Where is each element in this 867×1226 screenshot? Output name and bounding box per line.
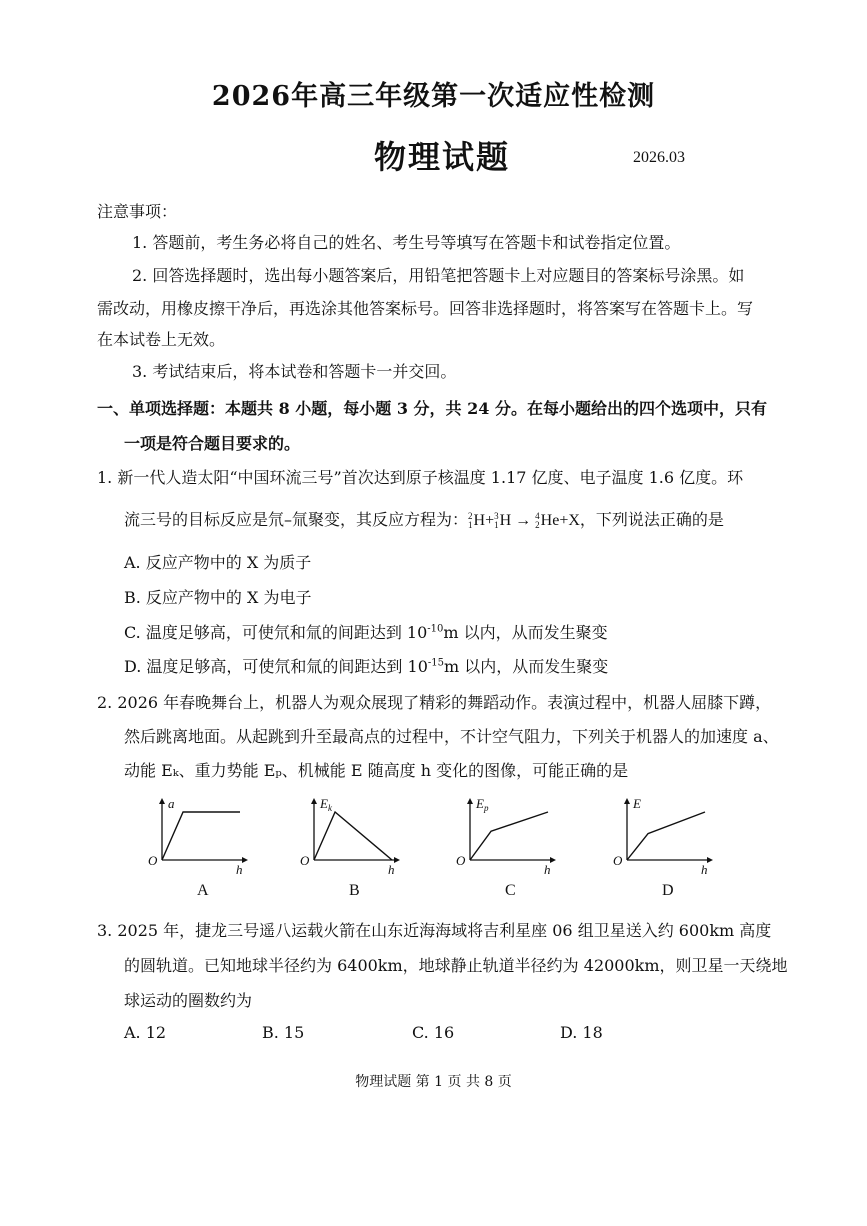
- iso-label: 4 2: [535, 511, 540, 531]
- iso-label: 3 1: [494, 511, 499, 531]
- section-heading-line-1: 一、单项选择题：本题共 8 小题，每小题 3 分，共 24 分。在每小题给出的四个选项中，只有: [97, 399, 767, 418]
- x-axis-arrow: [242, 857, 248, 863]
- subject-title: 物理试题: [374, 138, 511, 176]
- q2-stem-line-1: 2. 2026 年春晚舞台上，机器人为观众展现了精彩的舞蹈动作。表演过程中，机器人屈膝下蹲，: [97, 693, 772, 712]
- origin-label: O: [300, 853, 310, 868]
- notice-item-3: 3. 考试结束后，将本试卷和答题卡一并交回。: [132, 362, 457, 381]
- graph-option-b: [292, 792, 407, 902]
- origin-label: O: [613, 853, 623, 868]
- notice-item-1: 1. 答题前，考生务必将自己的姓名、考生号等填写在答题卡和试卷指定位置。: [132, 233, 681, 252]
- graph-svg: [140, 792, 255, 884]
- graph-option-letter: B: [349, 882, 360, 899]
- x-axis-label: h: [544, 862, 551, 877]
- q1-stem-prefix: 流三号的目标反应是氘–氚聚变，其反应方程为：: [124, 510, 469, 529]
- y-axis-label: $E_k$: [320, 796, 332, 813]
- graph-curve: [470, 812, 548, 860]
- section-heading-line-2: 一项是符合题目要求的。: [124, 434, 301, 453]
- notice-item-2-line-1: 2. 回答选择题时，选出每小题答案后，用铅笔把答题卡上对应题目的答案标号涂黑。如: [132, 266, 745, 285]
- graph-option-a: [140, 792, 255, 902]
- notice-item-2-line-3: 在本试卷上无效。: [97, 330, 226, 349]
- x-axis-label: h: [701, 862, 708, 877]
- fusion-equation: 2 1 H+ 3 1 H → 4 2 He+X: [468, 511, 580, 531]
- x-axis-label: h: [388, 862, 395, 877]
- q1-option-a: A. 反应产物中的 X 为质子: [124, 553, 312, 572]
- x-axis-arrow: [707, 857, 713, 863]
- x-axis-arrow: [550, 857, 556, 863]
- y-axis-arrow: [311, 798, 317, 804]
- y-axis-label: $E_p$: [476, 796, 489, 813]
- q2-stem-line-3: 动能 Eₖ、重力势能 Eₚ、机械能 E 随高度 h 变化的图像，可能正确的是: [124, 761, 629, 780]
- q1-stem-suffix: ，下列说法正确的是: [579, 510, 724, 529]
- notice-heading: 注意事项：: [97, 202, 178, 221]
- x-axis-label: h: [236, 862, 243, 877]
- y-axis-arrow: [467, 798, 473, 804]
- graph-curve: [314, 812, 392, 860]
- q3-option-c: C. 16: [412, 1023, 455, 1042]
- q1-stem-line-1: 1. 新一代人造太阳“中国环流三号”首次达到原子核温度 1.17 亿度、电子温度 1.6 亿度。环: [97, 468, 744, 487]
- exam-date: 2026.03: [633, 149, 685, 166]
- graph-svg: [448, 792, 563, 884]
- notice-item-2-line-2: 需改动，用橡皮擦干净后，再选涂其他答案标号。回答非选择题时，将答案写在答题卡上。写: [97, 299, 754, 318]
- q3-stem-line-1: 3. 2025 年，捷龙三号遥八运载火箭在山东近海海域将吉利星座 06 组卫星送入约 600km 高度: [97, 921, 772, 940]
- y-axis-arrow: [159, 798, 165, 804]
- q2-stem-line-2: 然后跳离地面。从起跳到升至最高点的过程中，不计空气阻力，下列关于机器人的加速度 a、: [124, 727, 779, 746]
- q1-stem-line-2: [124, 507, 724, 530]
- graph-curve: [162, 812, 240, 860]
- q3-stem-line-2: 的圆轨道。已知地球半径约为 6400km，地球静止轨道半径约为 42000km，则卫星一天绕地: [124, 956, 788, 975]
- y-axis-label: a: [168, 796, 175, 811]
- graph-option-c: [448, 792, 563, 902]
- exam-title: 2026年高三年级第一次适应性检测: [211, 81, 656, 112]
- graph-option-letter: D: [662, 882, 674, 899]
- graph-svg: [292, 792, 407, 884]
- q1-option-d: D. 温度足够高，可使氘和氚的间距达到 $10^{-15}m$ 以内，从而发生聚变: [124, 657, 609, 676]
- x-axis-arrow: [394, 857, 400, 863]
- graph-option-letter: A: [197, 882, 209, 899]
- q3-option-d: D. 18: [560, 1023, 603, 1042]
- graph-option-d: [605, 792, 720, 902]
- graph-option-letter: C: [505, 882, 516, 899]
- origin-label: O: [456, 853, 466, 868]
- iso-label: 2 1: [468, 511, 473, 531]
- q3-option-a: A. 12: [124, 1023, 167, 1042]
- graph-svg: [605, 792, 720, 884]
- q1-option-b: B. 反应产物中的 X 为电子: [124, 588, 312, 607]
- y-axis-arrow: [624, 798, 630, 804]
- q3-stem-line-3: 球运动的圈数约为: [124, 991, 253, 1010]
- graph-curve: [627, 812, 705, 860]
- y-axis-label: E: [633, 796, 641, 811]
- origin-label: O: [148, 853, 158, 868]
- q1-option-c: C. 温度足够高，可使氘和氚的间距达到 $10^{-10}m$ 以内，从而发生聚变: [124, 623, 608, 642]
- q3-option-b: B. 15: [262, 1023, 305, 1042]
- page-footer: 物理试题 第 1 页 共 8 页: [355, 1074, 512, 1090]
